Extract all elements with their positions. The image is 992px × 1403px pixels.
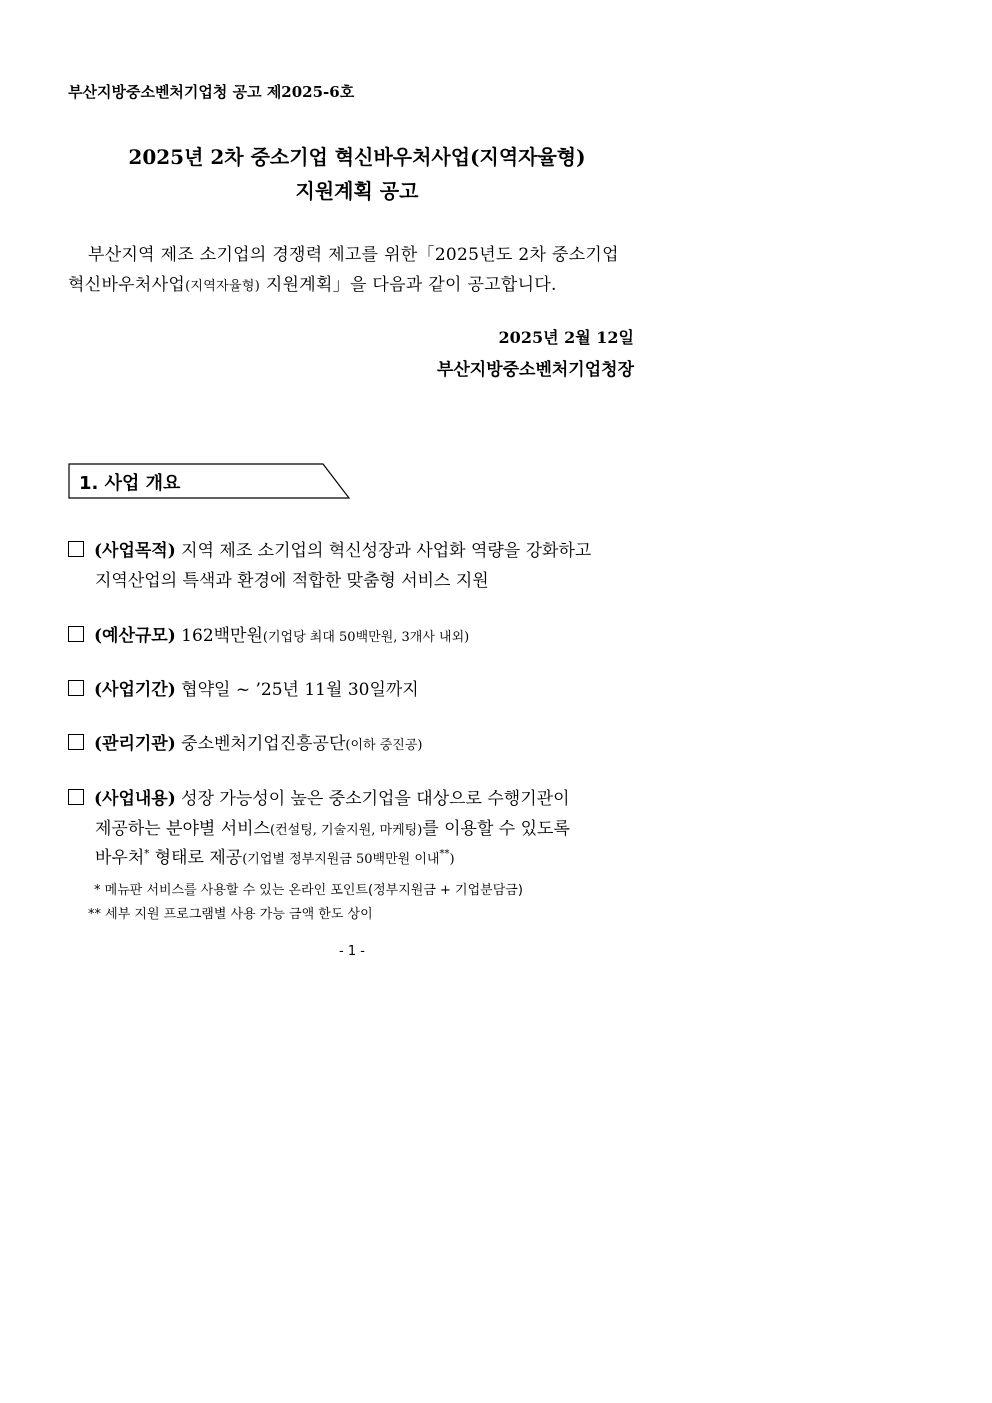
item-budget-head: (예산규모) [94, 626, 176, 646]
notice-number: 부산지방중소벤처기업청 공고 제2025-6호 [68, 83, 355, 101]
item-content-line3-small: (기업별 정부지원금 50백만원 이내 [242, 852, 440, 867]
section-1-header [68, 463, 350, 499]
item-content-line3-a: 바우처 [95, 848, 145, 868]
item-content-line3 [95, 843, 455, 868]
item-content-line2-a: 제공하는 분야별 서비스 [95, 819, 271, 839]
checkbox-square-icon [68, 626, 84, 642]
item-content-line3-b: 형태로 제공 [149, 848, 243, 868]
intro-line-2-a: 혁신바우처사업 [68, 275, 186, 295]
intro-line-2-small: (지역자율형) [185, 279, 261, 294]
intro-line-2-b: 지원계획」을 다음과 같이 공고합니다. [260, 275, 557, 295]
issuer: 부산지방중소벤처기업청장 [436, 360, 634, 380]
intro-line-1: 부산지역 제조 소기업의 경쟁력 제고를 위한「2025년도 2차 중소기업 [88, 245, 619, 265]
item-budget-small: (기업당 최대 50백만원, 3개사 내외) [262, 630, 470, 645]
item-purpose-line2: 지역산업의 특색과 환경에 적합한 맞춤형 서비스 지원 [95, 571, 489, 591]
item-period [68, 675, 419, 700]
item-period-head: (사업기간) [94, 680, 176, 700]
item-content-line1: 성장 가능성이 높은 중소기업을 대상으로 수행기관이 [175, 789, 570, 809]
checkbox-square-icon [68, 734, 84, 750]
footnote-mark-1: * [144, 848, 150, 860]
item-period-text: 협약일 ~ ’25년 11월 30일까지 [175, 680, 419, 700]
item-purpose-line1: 지역 제조 소기업의 혁신성장과 사업화 역량을 강화하고 [175, 541, 592, 561]
title-line-1: 2025년 2차 중소기업 혁신바우처사업(지역자율형) [128, 145, 586, 169]
checkbox-square-icon [68, 541, 84, 557]
item-content-line2-small: (컨설팅, 기술지원, 마케팅) [270, 823, 423, 838]
item-content-head: (사업내용) [94, 789, 176, 809]
checkbox-square-icon [68, 680, 84, 696]
title-line-2: 지원계획 공고 [295, 179, 419, 203]
item-budget [68, 621, 469, 646]
footnote-2: ** 세부 지원 프로그램별 사용 가능 금액 한도 상이 [88, 907, 373, 922]
item-purpose-head: (사업목적) [94, 541, 176, 561]
checkbox-square-icon [68, 789, 84, 805]
footnote-1: * 메뉴판 서비스를 사용할 수 있는 온라인 포인트(정부지원금 + 기업분담금) [94, 883, 523, 898]
footnote-mark-2: ** [439, 848, 450, 860]
item-agency [68, 729, 422, 754]
item-purpose [68, 536, 591, 561]
item-content-line2-b: 를 이용할 수 있도록 [422, 819, 570, 839]
item-content [68, 784, 570, 809]
item-budget-text: 162백만원 [175, 626, 263, 646]
item-content-line3-close: ) [449, 852, 455, 867]
item-agency-small: (이하 중진공) [345, 738, 423, 753]
intro-line-2 [68, 270, 557, 295]
item-agency-text: 중소벤처기업진흥공단 [175, 734, 346, 754]
item-content-line2 [95, 814, 570, 839]
section-1-title: 1. 사업 개요 [79, 473, 181, 494]
announcement-date: 2025년 2월 12일 [498, 328, 634, 347]
item-agency-head: (관리기관) [94, 734, 176, 754]
page-number: - 1 - [339, 944, 365, 959]
